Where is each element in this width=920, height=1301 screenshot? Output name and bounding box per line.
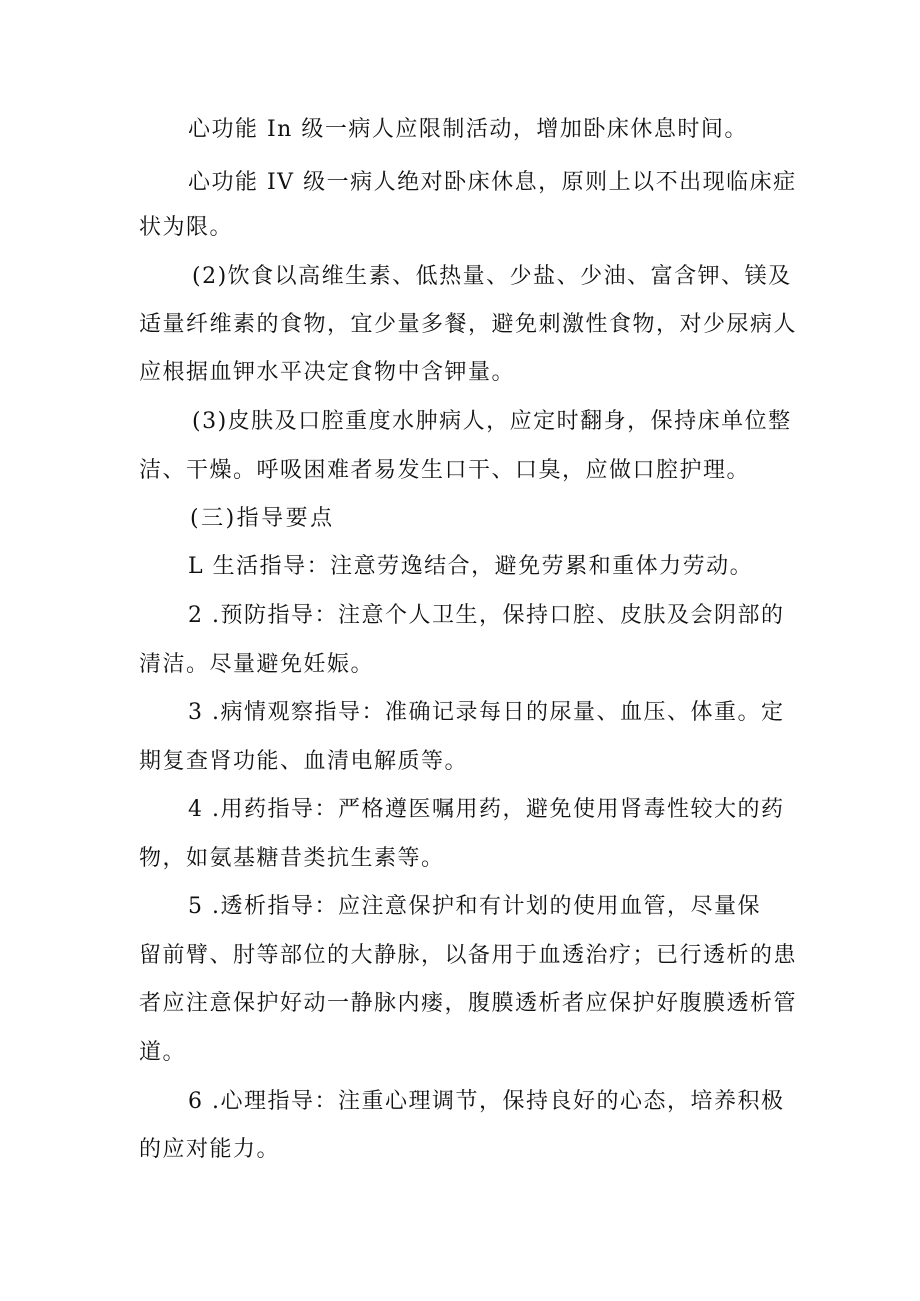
text-line-psychology: 6 .心理指导：注重心理调节，保持良好的心态，培养积极 (188, 1089, 785, 1114)
text-line-diet: (2)饮食以高维生素、低热量、少盐、少油、富含钾、镁及 (192, 264, 792, 289)
text-line-skin-care: (3)皮肤及口腔重度水肿病人，应定时翻身，保持床单位整 (192, 409, 792, 434)
text-line-medication: 4 .用药指导：严格遵医嘱用药，避免使用肾毒性较大的药 (188, 797, 785, 822)
text-line-prevention: 2 .预防指导：注意个人卫生，保持口腔、皮肤及会阴部的 (188, 603, 785, 628)
text-line-observation: 3 .病情观察指导：准确记录每日的尿量、血压、体重。定 (188, 700, 785, 725)
text-line: 者应注意保护好动一静脉内瘘，腹膜透析者应保护好腹膜透析管 (139, 991, 798, 1016)
section-heading: (三)指导要点 (190, 506, 335, 531)
text-line: 的应对能力。 (139, 1137, 281, 1162)
text-line: 清洁。尽量避免妊娠。 (139, 652, 375, 677)
text-line: 留前臂、肘等部位的大静脉，以备用于血透治疗；已行透析的患 (139, 943, 798, 968)
text-line: 应根据血钾水平决定食物中含钾量。 (139, 360, 516, 385)
text-line-cardiac-class-4: 心功能 IV 级一病人绝对卧床休息，原则上以不出现临床症 (188, 170, 797, 195)
text-line-dialysis: 5 .透析指导：应注意保护和有计划的使用血管，尽量保 (188, 894, 761, 919)
text-line: 物，如氨基糖昔类抗生素等。 (139, 846, 445, 871)
text-line: 期复查肾功能、血清电解质等。 (139, 749, 469, 774)
text-line: 洁、干燥。呼吸困难者易发生口干、口臭，应做口腔护理。 (139, 458, 751, 483)
text-line: 适量纤维素的食物，宜少量多餐，避免刺激性食物，对少尿病人 (139, 312, 798, 337)
text-line-cardiac-class-3: 心功能 In 级一病人应限制活动，增加卧床休息时间。 (188, 117, 748, 142)
text-line-life-guidance: L 生活指导：注意劳逸结合，避免劳累和重体力劳动。 (188, 554, 754, 579)
text-line: 道。 (139, 1040, 187, 1065)
text-line: 状为限。 (139, 215, 234, 240)
